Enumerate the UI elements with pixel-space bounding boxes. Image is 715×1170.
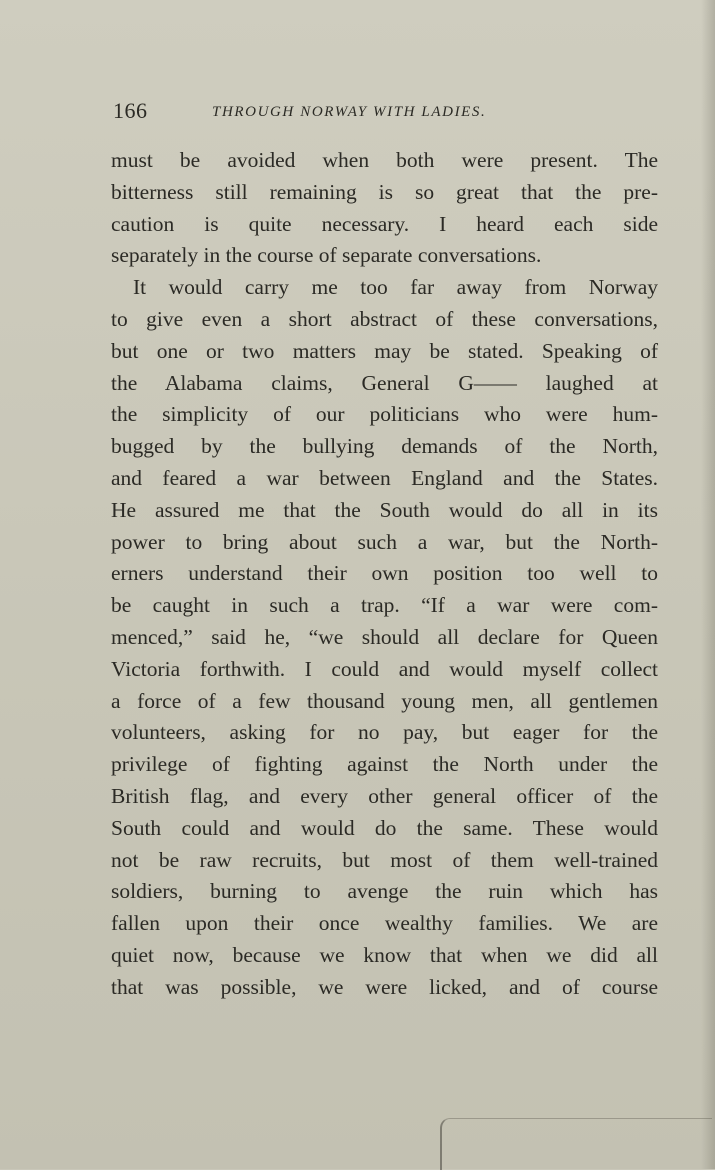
text-line: to give even a short abstract of these conversations, bbox=[111, 306, 658, 331]
text-line: power to bring about such a war, but the North- bbox=[111, 529, 658, 554]
text-line: It would carry me too far away from Norway bbox=[133, 275, 658, 300]
text-line: menced,” said he, “we should all declare for Queen bbox=[111, 624, 658, 649]
page-number: 166 bbox=[113, 98, 148, 123]
text-line: the Alabama claims, General G—— laughed at bbox=[111, 370, 658, 395]
text-line: bitterness still remaining is so great that the pre- bbox=[111, 179, 658, 204]
text-line: not be raw recruits, but most of them well-trained bbox=[111, 847, 658, 872]
running-title: THROUGH NORWAY WITH LADIES. bbox=[212, 104, 487, 120]
page-corner-fold bbox=[440, 1118, 712, 1170]
page-header bbox=[113, 98, 673, 130]
text-line: but one or two matters may be stated. Speaking of bbox=[111, 338, 658, 363]
body-text bbox=[111, 145, 658, 1004]
text-line: and feared a war between England and the States. bbox=[111, 465, 658, 490]
text-line: must be avoided when both were present. The bbox=[111, 148, 658, 172]
text-line: privilege of fighting against the North under the bbox=[111, 752, 658, 777]
text-line: fallen upon their once wealthy families. We are bbox=[111, 911, 658, 936]
text-line: British flag, and every other general officer of the bbox=[111, 783, 658, 808]
text-line: caution is quite necessary. I heard each side bbox=[111, 211, 658, 236]
text-line: Victoria forthwith. I could and would myself collect bbox=[111, 656, 658, 681]
text-line: a force of a few thousand young men, all gentlemen bbox=[111, 688, 658, 713]
text-line: the simplicity of our politicians who were hum- bbox=[111, 402, 658, 427]
text-line: quiet now, because we know that when we did all bbox=[111, 942, 658, 967]
text-line: volunteers, asking for no pay, but eager for the bbox=[111, 720, 658, 745]
text-line: separately in the course of separate conversations. bbox=[111, 243, 542, 268]
page-edge-shadow bbox=[701, 0, 715, 1169]
text-line: South could and would do the same. These would bbox=[111, 815, 658, 840]
text-line: be caught in such a trap. “If a war were com- bbox=[111, 593, 658, 618]
text-line: that was possible, we were licked, and of course bbox=[111, 974, 658, 999]
text-line: bugged by the bullying demands of the North, bbox=[111, 434, 658, 459]
text-line: soldiers, burning to avenge the ruin which has bbox=[111, 879, 658, 904]
text-line: erners understand their own position too well to bbox=[111, 561, 658, 586]
text-line: He assured me that the South would do all in its bbox=[111, 497, 658, 522]
